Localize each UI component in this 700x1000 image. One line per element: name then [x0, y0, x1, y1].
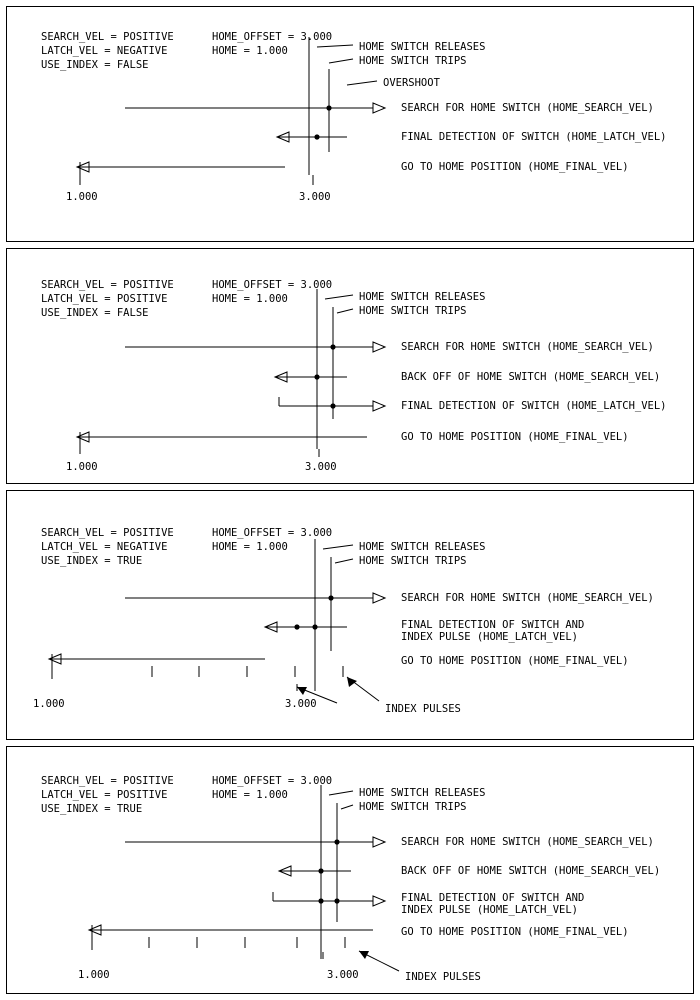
panel-homing-case-1 [6, 6, 694, 242]
callout-home-switch-releases: HOME SWITCH RELEASES [359, 41, 486, 53]
axis-label-1: 1.000 [66, 191, 98, 203]
move-final-detect-line2: INDEX PULSE (HOME_LATCH_VEL) [401, 904, 579, 916]
callout-home-switch-trips: HOME SWITCH TRIPS [359, 305, 467, 317]
panel-homing-case-4 [6, 746, 694, 994]
param-use-index: USE_INDEX = FALSE [41, 59, 149, 71]
move-search: SEARCH FOR HOME SWITCH (HOME_SEARCH_VEL) [401, 341, 654, 353]
param-search-vel: SEARCH_VEL = POSITIVE [41, 775, 174, 787]
callout-home-switch-releases: HOME SWITCH RELEASES [359, 291, 486, 303]
move-final-detect: FINAL DETECTION OF SWITCH (HOME_LATCH_VEL) [401, 400, 667, 412]
callout-home-switch-trips: HOME SWITCH TRIPS [359, 55, 467, 67]
param-latch-vel: LATCH_VEL = NEGATIVE [41, 541, 168, 553]
label-index-pulses: INDEX PULSES [385, 703, 461, 715]
panel-homing-case-3 [6, 490, 694, 740]
axis-label-3: 3.000 [327, 969, 359, 981]
move-back-off: BACK OFF OF HOME SWITCH (HOME_SEARCH_VEL) [401, 371, 661, 383]
callout-home-switch-trips: HOME SWITCH TRIPS [359, 555, 467, 567]
axis-label-3: 3.000 [299, 191, 331, 203]
param-use-index: USE_INDEX = TRUE [41, 803, 143, 815]
param-latch-vel: LATCH_VEL = POSITIVE [41, 293, 168, 305]
callout-overshoot: OVERSHOOT [383, 77, 440, 89]
axis-label-1: 1.000 [33, 698, 65, 710]
label-index-pulses: INDEX PULSES [405, 971, 481, 983]
param-latch-vel: LATCH_VEL = POSITIVE [41, 789, 168, 801]
move-search: SEARCH FOR HOME SWITCH (HOME_SEARCH_VEL) [401, 592, 654, 604]
move-final-detect-line1: FINAL DETECTION OF SWITCH AND [401, 892, 585, 904]
param-home: HOME = 1.000 [212, 293, 288, 305]
move-search: SEARCH FOR HOME SWITCH (HOME_SEARCH_VEL) [401, 836, 654, 848]
panel-3-graphics [7, 491, 695, 741]
param-home: HOME = 1.000 [212, 45, 288, 57]
callout-home-switch-releases: HOME SWITCH RELEASES [359, 541, 486, 553]
param-home-offset: HOME_OFFSET = 3.000 [212, 31, 333, 43]
move-go-home: GO TO HOME POSITION (HOME_FINAL_VEL) [401, 655, 629, 667]
axis-label-3: 3.000 [285, 698, 317, 710]
param-home-offset: HOME_OFFSET = 3.000 [212, 527, 333, 539]
panel-2-graphics [7, 249, 695, 485]
panel-homing-case-2 [6, 248, 694, 484]
axis-label-1: 1.000 [78, 969, 110, 981]
axis-label-1: 1.000 [66, 461, 98, 473]
param-home: HOME = 1.000 [212, 789, 288, 801]
move-final-detect-line2: INDEX PULSE (HOME_LATCH_VEL) [401, 631, 579, 643]
panel-1-graphics [7, 7, 695, 243]
axis-label-3: 3.000 [305, 461, 337, 473]
param-home-offset: HOME_OFFSET = 3.000 [212, 279, 333, 291]
move-search: SEARCH FOR HOME SWITCH (HOME_SEARCH_VEL) [401, 102, 654, 114]
param-home-offset: HOME_OFFSET = 3.000 [212, 775, 333, 787]
param-search-vel: SEARCH_VEL = POSITIVE [41, 279, 174, 291]
move-go-home: GO TO HOME POSITION (HOME_FINAL_VEL) [401, 161, 629, 173]
callout-home-switch-trips: HOME SWITCH TRIPS [359, 801, 467, 813]
param-search-vel: SEARCH_VEL = POSITIVE [41, 527, 174, 539]
move-back-off: BACK OFF OF HOME SWITCH (HOME_SEARCH_VEL) [401, 865, 661, 877]
param-latch-vel: LATCH_VEL = NEGATIVE [41, 45, 168, 57]
move-go-home: GO TO HOME POSITION (HOME_FINAL_VEL) [401, 431, 629, 443]
param-use-index: USE_INDEX = TRUE [41, 555, 143, 567]
param-search-vel: SEARCH_VEL = POSITIVE [41, 31, 174, 43]
callout-home-switch-releases: HOME SWITCH RELEASES [359, 787, 486, 799]
move-go-home: GO TO HOME POSITION (HOME_FINAL_VEL) [401, 926, 629, 938]
param-use-index: USE_INDEX = FALSE [41, 307, 149, 319]
move-final-detect: FINAL DETECTION OF SWITCH (HOME_LATCH_VEL) [401, 131, 667, 143]
move-final-detect-line1: FINAL DETECTION OF SWITCH AND [401, 619, 585, 631]
param-home: HOME = 1.000 [212, 541, 288, 553]
